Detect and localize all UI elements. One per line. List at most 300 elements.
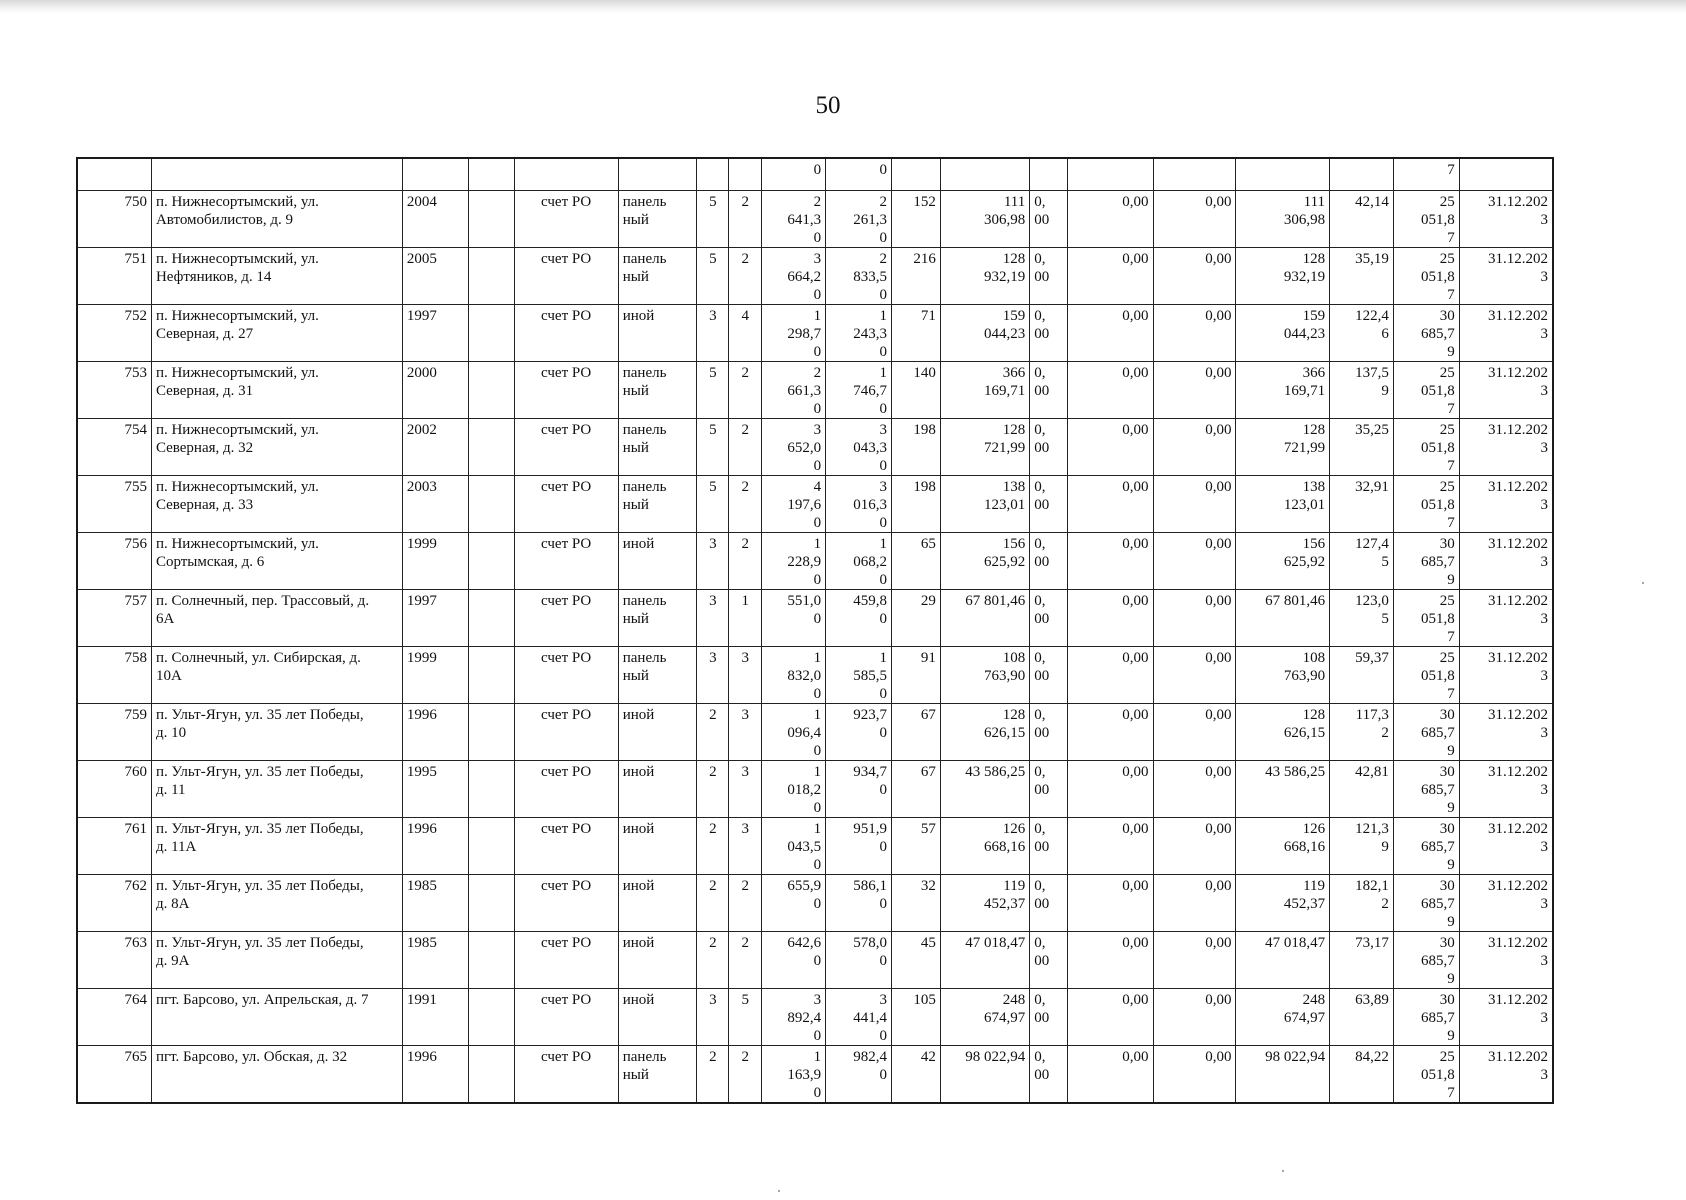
cell-per-m2: 182,1 2 [1330, 875, 1394, 932]
table-row [77, 191, 1553, 248]
cell-date: 31.12.202 3 [1459, 1046, 1553, 1104]
cell-date: 31.12.202 3 [1459, 590, 1553, 647]
table-row [77, 761, 1553, 818]
table-row [77, 875, 1553, 932]
cell-year: 2004 [402, 191, 468, 248]
cell-no: 760 [77, 761, 151, 818]
cell-date: 31.12.202 3 [1459, 989, 1553, 1046]
table-row [77, 419, 1553, 476]
cell-c-a: 0, 00 [1030, 761, 1068, 818]
cell-c-c: 0,00 [1153, 761, 1236, 818]
cell-limit: 30 685,7 9 [1393, 305, 1459, 362]
cell-entrances: 2 [729, 1046, 762, 1104]
cell-limit: 25 051,8 7 [1393, 590, 1459, 647]
cell-date: 31.12.202 3 [1459, 305, 1553, 362]
cell-blank [468, 647, 514, 704]
cell-date: 31.12.202 3 [1459, 362, 1553, 419]
cell-cost: 108 763,90 [940, 647, 1029, 704]
cell-c-a: 0, 00 [1030, 362, 1068, 419]
cell-no: 764 [77, 989, 151, 1046]
cell-no: 755 [77, 476, 151, 533]
cell-area-living: 3 441,4 0 [826, 989, 892, 1046]
cell [1236, 158, 1330, 191]
cell-residents: 32 [891, 875, 940, 932]
cell-date: 31.12.202 3 [1459, 419, 1553, 476]
register-table [76, 157, 1554, 1104]
cell-entrances: 2 [729, 362, 762, 419]
scan-speck [778, 1190, 780, 1192]
cell-area-total: 3 892,4 0 [762, 989, 826, 1046]
cell-residents: 216 [891, 248, 940, 305]
cell-area-total: 2 661,3 0 [762, 362, 826, 419]
cell-no: 762 [77, 875, 151, 932]
cell-area-total: 3 652,0 0 [762, 419, 826, 476]
cell-entrances: 5 [729, 989, 762, 1046]
cell-floors: 5 [697, 191, 729, 248]
cell-per-m2: 117,3 2 [1330, 704, 1394, 761]
cell-area-total: 1 018,2 0 [762, 761, 826, 818]
cell-c-b: 0,00 [1068, 191, 1153, 248]
cell [729, 158, 762, 191]
cell-wall: панель ный [618, 647, 697, 704]
cell-account: счет РО [514, 704, 618, 761]
cell-c-d: 159 044,23 [1236, 305, 1330, 362]
cell-area-living: 951,9 0 [826, 818, 892, 875]
cell-c-a: 0, 00 [1030, 875, 1068, 932]
cell-area-total: 551,0 0 [762, 590, 826, 647]
cell-per-m2: 123,0 5 [1330, 590, 1394, 647]
cell-limit: 25 051,8 7 [1393, 1046, 1459, 1104]
cell-limit: 30 685,7 9 [1393, 989, 1459, 1046]
cell-area-total: 1 298,7 0 [762, 305, 826, 362]
cell-entrances: 4 [729, 305, 762, 362]
cell-no: 758 [77, 647, 151, 704]
cell-blank [468, 476, 514, 533]
cell-limit: 25 051,8 7 [1393, 191, 1459, 248]
cell-blank [468, 248, 514, 305]
cell [1068, 158, 1153, 191]
cell-date: 31.12.202 3 [1459, 191, 1553, 248]
cell-c-b: 0,00 [1068, 647, 1153, 704]
cell-wall: панель ный [618, 1046, 697, 1104]
cell-year: 1999 [402, 533, 468, 590]
cell-no: 752 [77, 305, 151, 362]
cell [697, 158, 729, 191]
cell-area-total: 2 641,3 0 [762, 191, 826, 248]
cell-residents: 67 [891, 761, 940, 818]
cell-residents: 29 [891, 590, 940, 647]
cell-address: пгт. Барсово, ул. Апрельская, д. 7 [151, 989, 402, 1046]
cell-area-living: 1 585,5 0 [826, 647, 892, 704]
cell-c-b: 0,00 [1068, 362, 1153, 419]
cell-address: п. Солнечный, пер. Трассовый, д. 6А [151, 590, 402, 647]
cell-c-a: 0, 00 [1030, 590, 1068, 647]
cell-entrances: 2 [729, 875, 762, 932]
cell-c-d: 128 721,99 [1236, 419, 1330, 476]
cell-blank [468, 191, 514, 248]
cell-account: счет РО [514, 476, 618, 533]
cell-c-b: 0,00 [1068, 932, 1153, 989]
cell-area-total: 1 832,0 0 [762, 647, 826, 704]
cell-floors: 2 [697, 1046, 729, 1104]
cell-per-m2: 32,91 [1330, 476, 1394, 533]
cell-c-b: 0,00 [1068, 590, 1153, 647]
cell-date: 31.12.202 3 [1459, 875, 1553, 932]
cell-floors: 5 [697, 419, 729, 476]
scan-speck [1642, 582, 1644, 584]
cell-c-d: 126 668,16 [1236, 818, 1330, 875]
cell-per-m2: 73,17 [1330, 932, 1394, 989]
cell-limit: 25 051,8 7 [1393, 248, 1459, 305]
cell-floors: 3 [697, 533, 729, 590]
cell-per-m2: 137,5 9 [1330, 362, 1394, 419]
cell [1030, 158, 1068, 191]
cell-c-c: 0,00 [1153, 704, 1236, 761]
cell-per-m2: 35,25 [1330, 419, 1394, 476]
cell-address: п. Нижнесортымский, ул. Автомобилистов, д. 9 [151, 191, 402, 248]
cell-per-m2: 42,81 [1330, 761, 1394, 818]
cell-c-a: 0, 00 [1030, 704, 1068, 761]
cell-c-a: 0, 00 [1030, 476, 1068, 533]
cell-blank [468, 989, 514, 1046]
cell-date: 31.12.202 3 [1459, 647, 1553, 704]
cell-address: п. Нижнесортымский, ул. Сортымская, д. 6 [151, 533, 402, 590]
cell-cost: 47 018,47 [940, 932, 1029, 989]
cell-no: 757 [77, 590, 151, 647]
cell-year: 2003 [402, 476, 468, 533]
cell [468, 158, 514, 191]
cell-account: счет РО [514, 647, 618, 704]
cell-limit: 30 685,7 9 [1393, 533, 1459, 590]
cell-address: п. Ульт-Ягун, ул. 35 лет Победы, д. 11 [151, 761, 402, 818]
table-row [77, 818, 1553, 875]
table-row [77, 647, 1553, 704]
cell-area-living: 578,0 0 [826, 932, 892, 989]
cell-account: счет РО [514, 248, 618, 305]
cell-blank [468, 419, 514, 476]
cell-c-c: 0,00 [1153, 989, 1236, 1046]
cell-blank [468, 533, 514, 590]
cell-per-m2: 121,3 9 [1330, 818, 1394, 875]
cell-entrances: 2 [729, 932, 762, 989]
cell-c-d: 111 306,98 [1236, 191, 1330, 248]
cell-no: 756 [77, 533, 151, 590]
cell-c-c: 0,00 [1153, 419, 1236, 476]
cell-date: 31.12.202 3 [1459, 704, 1553, 761]
cell-wall: панель ный [618, 248, 697, 305]
table-row-continuation [77, 158, 1553, 191]
cell-entrances: 3 [729, 704, 762, 761]
cell-year: 2002 [402, 419, 468, 476]
cell-c-d: 128 626,15 [1236, 704, 1330, 761]
cell-residents: 45 [891, 932, 940, 989]
cell-wall: иной [618, 761, 697, 818]
cell-account: счет РО [514, 533, 618, 590]
cell-cost: 159 044,23 [940, 305, 1029, 362]
cell-limit: 30 685,7 9 [1393, 932, 1459, 989]
cell-date: 31.12.202 3 [1459, 476, 1553, 533]
cell-entrances: 2 [729, 419, 762, 476]
cell-year: 2000 [402, 362, 468, 419]
cell-limit: 30 685,7 9 [1393, 818, 1459, 875]
cell-entrances: 2 [729, 533, 762, 590]
cell-residents: 91 [891, 647, 940, 704]
cell-account: счет РО [514, 305, 618, 362]
cell-area-living: 459,8 0 [826, 590, 892, 647]
cell-area-total: 3 664,2 0 [762, 248, 826, 305]
cell-floors: 2 [697, 932, 729, 989]
cell [514, 158, 618, 191]
cell-account: счет РО [514, 1046, 618, 1104]
table-row [77, 989, 1553, 1046]
cell: 0 [826, 158, 892, 191]
cell-cost: 43 586,25 [940, 761, 1029, 818]
cell-c-b: 0,00 [1068, 761, 1153, 818]
cell-limit: 25 051,8 7 [1393, 419, 1459, 476]
cell-c-d: 98 022,94 [1236, 1046, 1330, 1104]
cell-c-a: 0, 00 [1030, 647, 1068, 704]
cell-address: п. Нижнесортымский, ул. Северная, д. 27 [151, 305, 402, 362]
cell-account: счет РО [514, 590, 618, 647]
cell-c-c: 0,00 [1153, 818, 1236, 875]
cell-entrances: 1 [729, 590, 762, 647]
cell [891, 158, 940, 191]
cell-residents: 152 [891, 191, 940, 248]
cell-c-d: 248 674,97 [1236, 989, 1330, 1046]
cell-c-b: 0,00 [1068, 305, 1153, 362]
cell [151, 158, 402, 191]
cell-wall: иной [618, 533, 697, 590]
cell [402, 158, 468, 191]
cell-c-c: 0,00 [1153, 191, 1236, 248]
cell-account: счет РО [514, 875, 618, 932]
table-row [77, 362, 1553, 419]
cell-area-living: 934,7 0 [826, 761, 892, 818]
cell-c-a: 0, 00 [1030, 419, 1068, 476]
cell-cost: 366 169,71 [940, 362, 1029, 419]
cell-limit: 30 685,7 9 [1393, 875, 1459, 932]
cell-year: 1997 [402, 590, 468, 647]
cell-cost: 156 625,92 [940, 533, 1029, 590]
cell-blank [468, 875, 514, 932]
cell-wall: иной [618, 932, 697, 989]
cell-floors: 3 [697, 305, 729, 362]
cell-c-b: 0,00 [1068, 248, 1153, 305]
cell-c-d: 108 763,90 [1236, 647, 1330, 704]
cell-c-a: 0, 00 [1030, 305, 1068, 362]
table-row [77, 590, 1553, 647]
cell-per-m2: 127,4 5 [1330, 533, 1394, 590]
cell-area-living: 1 746,7 0 [826, 362, 892, 419]
cell-c-b: 0,00 [1068, 1046, 1153, 1104]
cell-entrances: 2 [729, 476, 762, 533]
cell-area-total: 655,9 0 [762, 875, 826, 932]
cell-area-total: 4 197,6 0 [762, 476, 826, 533]
page-number: 50 [815, 92, 841, 119]
cell-c-a: 0, 00 [1030, 932, 1068, 989]
cell-address: п. Ульт-Ягун, ул. 35 лет Победы, д. 10 [151, 704, 402, 761]
cell-entrances: 3 [729, 647, 762, 704]
table-body [77, 158, 1553, 1103]
cell-year: 2005 [402, 248, 468, 305]
cell-no: 763 [77, 932, 151, 989]
cell-entrances: 3 [729, 818, 762, 875]
cell-area-total: 1 163,9 0 [762, 1046, 826, 1104]
cell-area-total: 1 043,5 0 [762, 818, 826, 875]
cell-date: 31.12.202 3 [1459, 761, 1553, 818]
cell-wall: иной [618, 305, 697, 362]
cell-account: счет РО [514, 818, 618, 875]
cell-c-a: 0, 00 [1030, 533, 1068, 590]
cell-wall: панель ный [618, 191, 697, 248]
cell-area-living: 2 833,5 0 [826, 248, 892, 305]
cell-c-d: 156 625,92 [1236, 533, 1330, 590]
cell-address: п. Ульт-Ягун, ул. 35 лет Победы, д. 8А [151, 875, 402, 932]
cell [618, 158, 697, 191]
cell-address: п. Ульт-Ягун, ул. 35 лет Победы, д. 9А [151, 932, 402, 989]
cell-year: 1996 [402, 704, 468, 761]
cell-account: счет РО [514, 191, 618, 248]
cell-cost: 128 721,99 [940, 419, 1029, 476]
cell-c-c: 0,00 [1153, 647, 1236, 704]
cell-c-a: 0, 00 [1030, 1046, 1068, 1104]
cell-c-b: 0,00 [1068, 476, 1153, 533]
cell-area-living: 586,1 0 [826, 875, 892, 932]
cell-wall: панель ный [618, 419, 697, 476]
cell-cost: 126 668,16 [940, 818, 1029, 875]
cell-no: 765 [77, 1046, 151, 1104]
cell-limit: 25 051,8 7 [1393, 647, 1459, 704]
cell-address: п. Нижнесортымский, ул. Северная, д. 32 [151, 419, 402, 476]
cell-year: 1991 [402, 989, 468, 1046]
table-row [77, 704, 1553, 761]
cell-year: 1995 [402, 761, 468, 818]
cell-c-c: 0,00 [1153, 248, 1236, 305]
cell-address: пгт. Барсово, ул. Обская, д. 32 [151, 1046, 402, 1104]
cell-c-c: 0,00 [1153, 590, 1236, 647]
cell-date: 31.12.202 3 [1459, 248, 1553, 305]
cell-c-b: 0,00 [1068, 704, 1153, 761]
cell-residents: 105 [891, 989, 940, 1046]
cell-cost: 67 801,46 [940, 590, 1029, 647]
cell-area-total: 642,6 0 [762, 932, 826, 989]
cell-account: счет РО [514, 362, 618, 419]
cell-residents: 198 [891, 476, 940, 533]
cell-c-c: 0,00 [1153, 932, 1236, 989]
cell-address: п. Нижнесортымский, ул. Северная, д. 33 [151, 476, 402, 533]
cell-c-a: 0, 00 [1030, 191, 1068, 248]
cell-floors: 5 [697, 248, 729, 305]
cell-no: 750 [77, 191, 151, 248]
cell-address: п. Ульт-Ягун, ул. 35 лет Победы, д. 11А [151, 818, 402, 875]
cell-wall: иной [618, 818, 697, 875]
cell-blank [468, 305, 514, 362]
cell: 7 [1393, 158, 1459, 191]
scan-top-edge [0, 0, 1686, 14]
scan-speck [1282, 1170, 1284, 1172]
cell-wall: иной [618, 989, 697, 1046]
cell-address: п. Солнечный, ул. Сибирская, д. 10А [151, 647, 402, 704]
cell-area-living: 923,7 0 [826, 704, 892, 761]
cell-per-m2: 42,14 [1330, 191, 1394, 248]
cell-floors: 3 [697, 989, 729, 1046]
cell-area-living: 3 016,3 0 [826, 476, 892, 533]
cell-no: 761 [77, 818, 151, 875]
cell-cost: 248 674,97 [940, 989, 1029, 1046]
cell-blank [468, 818, 514, 875]
cell-limit: 30 685,7 9 [1393, 704, 1459, 761]
cell-year: 1985 [402, 875, 468, 932]
cell-residents: 67 [891, 704, 940, 761]
cell-c-c: 0,00 [1153, 1046, 1236, 1104]
cell-no: 753 [77, 362, 151, 419]
cell-account: счет РО [514, 761, 618, 818]
cell-limit: 25 051,8 7 [1393, 476, 1459, 533]
cell-c-c: 0,00 [1153, 875, 1236, 932]
cell [1459, 158, 1553, 191]
cell-floors: 3 [697, 590, 729, 647]
cell-no: 751 [77, 248, 151, 305]
cell-address: п. Нижнесортымский, ул. Северная, д. 31 [151, 362, 402, 419]
cell-floors: 2 [697, 818, 729, 875]
cell-account: счет РО [514, 932, 618, 989]
cell-floors: 3 [697, 647, 729, 704]
cell-residents: 57 [891, 818, 940, 875]
cell-blank [468, 590, 514, 647]
cell-area-living: 1 068,2 0 [826, 533, 892, 590]
cell-floors: 2 [697, 875, 729, 932]
cell-c-d: 128 932,19 [1236, 248, 1330, 305]
table-row [77, 533, 1553, 590]
cell-area-total: 1 096,4 0 [762, 704, 826, 761]
cell-no: 754 [77, 419, 151, 476]
table-row [77, 248, 1553, 305]
cell-residents: 42 [891, 1046, 940, 1104]
cell-c-b: 0,00 [1068, 533, 1153, 590]
cell-year: 1996 [402, 818, 468, 875]
cell-wall: панель ный [618, 590, 697, 647]
cell-c-d: 119 452,37 [1236, 875, 1330, 932]
cell-cost: 119 452,37 [940, 875, 1029, 932]
cell-cost: 138 123,01 [940, 476, 1029, 533]
cell-floors: 2 [697, 761, 729, 818]
cell-area-living: 3 043,3 0 [826, 419, 892, 476]
cell-c-c: 0,00 [1153, 476, 1236, 533]
cell-residents: 140 [891, 362, 940, 419]
cell-cost: 128 932,19 [940, 248, 1029, 305]
cell-account: счет РО [514, 989, 618, 1046]
cell-entrances: 2 [729, 191, 762, 248]
cell-blank [468, 932, 514, 989]
cell-area-living: 2 261,3 0 [826, 191, 892, 248]
cell-c-d: 47 018,47 [1236, 932, 1330, 989]
cell-floors: 5 [697, 476, 729, 533]
table-row [77, 1046, 1553, 1104]
cell-c-a: 0, 00 [1030, 818, 1068, 875]
cell-limit: 30 685,7 9 [1393, 761, 1459, 818]
cell-residents: 65 [891, 533, 940, 590]
cell-c-a: 0, 00 [1030, 248, 1068, 305]
cell-wall: иной [618, 704, 697, 761]
cell-blank [468, 362, 514, 419]
cell-per-m2: 63,89 [1330, 989, 1394, 1046]
cell-c-d: 67 801,46 [1236, 590, 1330, 647]
cell-blank [468, 1046, 514, 1104]
cell-cost: 98 022,94 [940, 1046, 1029, 1104]
cell-wall: иной [618, 875, 697, 932]
cell-date: 31.12.202 3 [1459, 533, 1553, 590]
cell-wall: панель ный [618, 476, 697, 533]
